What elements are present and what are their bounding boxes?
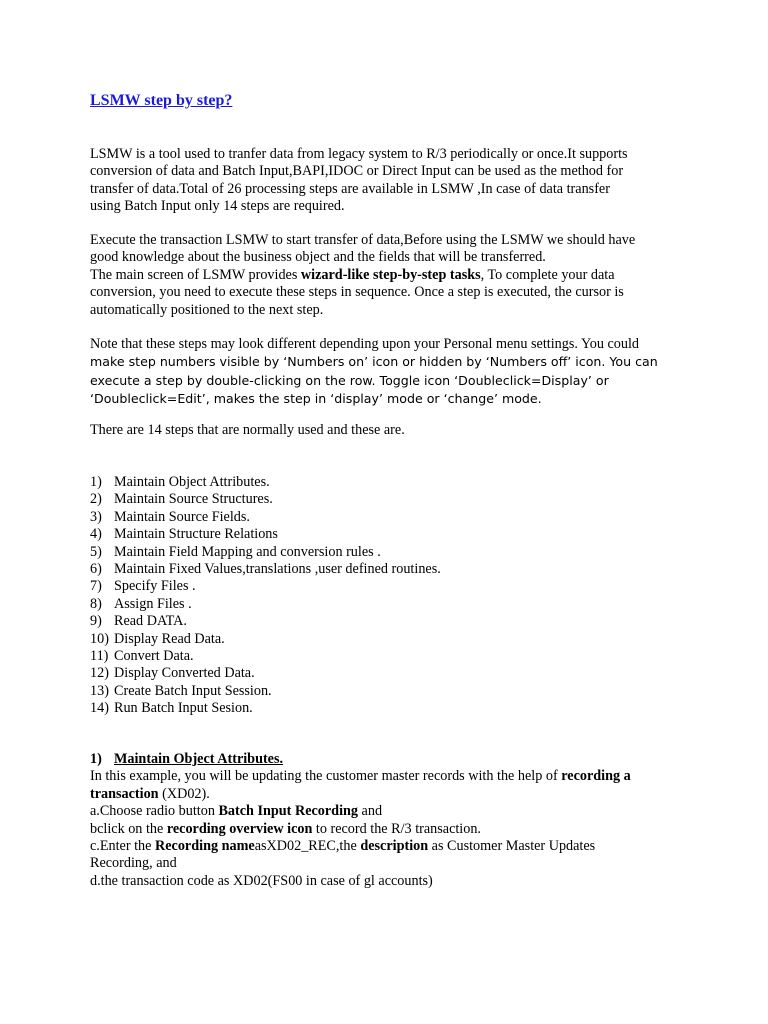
- section-line: as Customer Master Updates: [428, 838, 596, 855]
- step-label: Specify Files .: [114, 578, 196, 595]
- intro-line: LSMW is a tool used to tranfer data from legacy system to R/3 periodically or once.It supports: [90, 146, 628, 162]
- step-number: 9): [90, 613, 102, 630]
- step-number: 12): [90, 665, 109, 682]
- execute-line: conversion, you need to execute these steps in sequence. Once a step is executed, the cursor is: [90, 284, 624, 301]
- section-line: a.Choose radio button: [90, 803, 219, 820]
- list-item: [90, 700, 441, 717]
- step-label: Read DATA.: [114, 613, 187, 630]
- intro-paragraph: [90, 146, 710, 216]
- step-label: Convert Data.: [114, 648, 194, 665]
- list-item: [90, 613, 441, 630]
- step-number: 7): [90, 578, 102, 595]
- section-heading: [90, 751, 730, 768]
- step-number: 1): [90, 474, 102, 490]
- description-emphasis: description: [360, 838, 429, 855]
- step-label: Maintain Field Mapping and conversion rules .: [114, 543, 381, 560]
- steps-intro: There are 14 steps that are normally used and these are.: [90, 422, 405, 438]
- list-item: [90, 648, 441, 665]
- section-line: Recording, and: [90, 855, 177, 872]
- list-item: [90, 474, 441, 491]
- note-line: ‘Doubleclick=Edit’, makes the step in ‘display’ mode or ‘change’ mode.: [90, 391, 542, 407]
- step-number: 2): [90, 491, 102, 508]
- step-label: Maintain Object Attributes.: [114, 474, 270, 490]
- list-item: [90, 561, 441, 578]
- section-line: bclick on the: [90, 820, 167, 837]
- execute-paragraph: [90, 232, 710, 319]
- step-number: 10): [90, 630, 109, 647]
- section-line: asXD02_REC,the: [254, 838, 361, 855]
- list-item: [90, 631, 441, 648]
- section-heading-text: Maintain Object Attributes.: [114, 751, 284, 767]
- step-number: 14): [90, 700, 109, 717]
- intro-line: conversion of data and Batch Input,BAPI,IDOC or Direct Input can be used as the method for: [90, 163, 624, 180]
- list-item: [90, 683, 441, 700]
- section-line: In this example, you will be updating the customer master records with the help of: [90, 768, 562, 785]
- section-line: and: [358, 803, 383, 820]
- execute-line: The main screen of LSMW provides: [90, 266, 301, 283]
- step-label: Maintain Fixed Values,translations ,user defined routines.: [114, 561, 441, 578]
- batch-input-recording-emphasis: Batch Input Recording: [218, 803, 358, 820]
- list-item: [90, 578, 441, 595]
- steps-list: [90, 474, 441, 718]
- recording-emphasis: recording a: [561, 768, 631, 785]
- execute-line: , To complete your data: [480, 266, 615, 283]
- step-label: Create Batch Input Session.: [114, 682, 272, 699]
- step-label: Maintain Source Structures.: [114, 491, 273, 508]
- step-label: Maintain Structure Relations: [114, 526, 278, 543]
- intro-line: using Batch Input only 14 steps are required.: [90, 198, 345, 215]
- note-line: Note that these steps may look different depending upon your Personal menu settings. You could: [90, 336, 640, 352]
- section-line: d.the transaction code as XD02(FS00 in case of gl accounts): [90, 872, 433, 889]
- intro-line: transfer of data.Total of 26 processing steps are available in LSMW ,In case of data transfer: [90, 180, 610, 197]
- step-label: Maintain Source Fields.: [114, 508, 250, 525]
- section-line: to record the R/3 transaction.: [312, 820, 481, 837]
- step-number: 8): [90, 595, 102, 612]
- recording-overview-emphasis: recording overview icon: [166, 820, 313, 837]
- transaction-emphasis: transaction: [90, 785, 159, 802]
- note-line: execute a step by double-clicking on the row. Toggle icon ‘Doubleclick=Display’ or: [90, 372, 609, 388]
- list-item: [90, 596, 441, 613]
- step-number: 13): [90, 682, 109, 699]
- step-label: Display Converted Data.: [114, 665, 255, 682]
- section-maintain-object-attributes: [90, 751, 730, 890]
- note-paragraph: [90, 336, 710, 409]
- step-number: 3): [90, 508, 102, 525]
- note-line: make step numbers visible by ‘Numbers on’ icon or hidden by ‘Numbers off’ icon. You can: [90, 354, 658, 370]
- section-number: 1): [90, 751, 102, 767]
- step-number: 5): [90, 543, 102, 560]
- page-title[interactable]: LSMW step by step?: [90, 92, 233, 109]
- step-number: 4): [90, 526, 102, 543]
- execute-line: automatically positioned to the next step.: [90, 301, 324, 318]
- step-number: 6): [90, 561, 102, 578]
- recording-name-emphasis: Recording name: [155, 838, 255, 855]
- execute-line: good knowledge about the business object and the fields that will be transferred.: [90, 249, 546, 266]
- wizard-emphasis: wizard-like step-by-step tasks: [300, 266, 481, 283]
- section-line: (XD02).: [158, 785, 210, 802]
- section-line: c.Enter the: [90, 838, 155, 855]
- list-item: [90, 544, 441, 561]
- list-item: [90, 491, 441, 508]
- step-label: Display Read Data.: [114, 630, 225, 647]
- list-item: [90, 509, 441, 526]
- list-item: [90, 526, 441, 543]
- step-number: 11): [90, 648, 109, 665]
- step-label: Run Batch Input Sesion.: [114, 700, 253, 717]
- list-item: [90, 665, 441, 682]
- step-label: Assign Files .: [114, 595, 192, 612]
- execute-line: Execute the transaction LSMW to start transfer of data,Before using the LSMW we should have: [90, 232, 636, 248]
